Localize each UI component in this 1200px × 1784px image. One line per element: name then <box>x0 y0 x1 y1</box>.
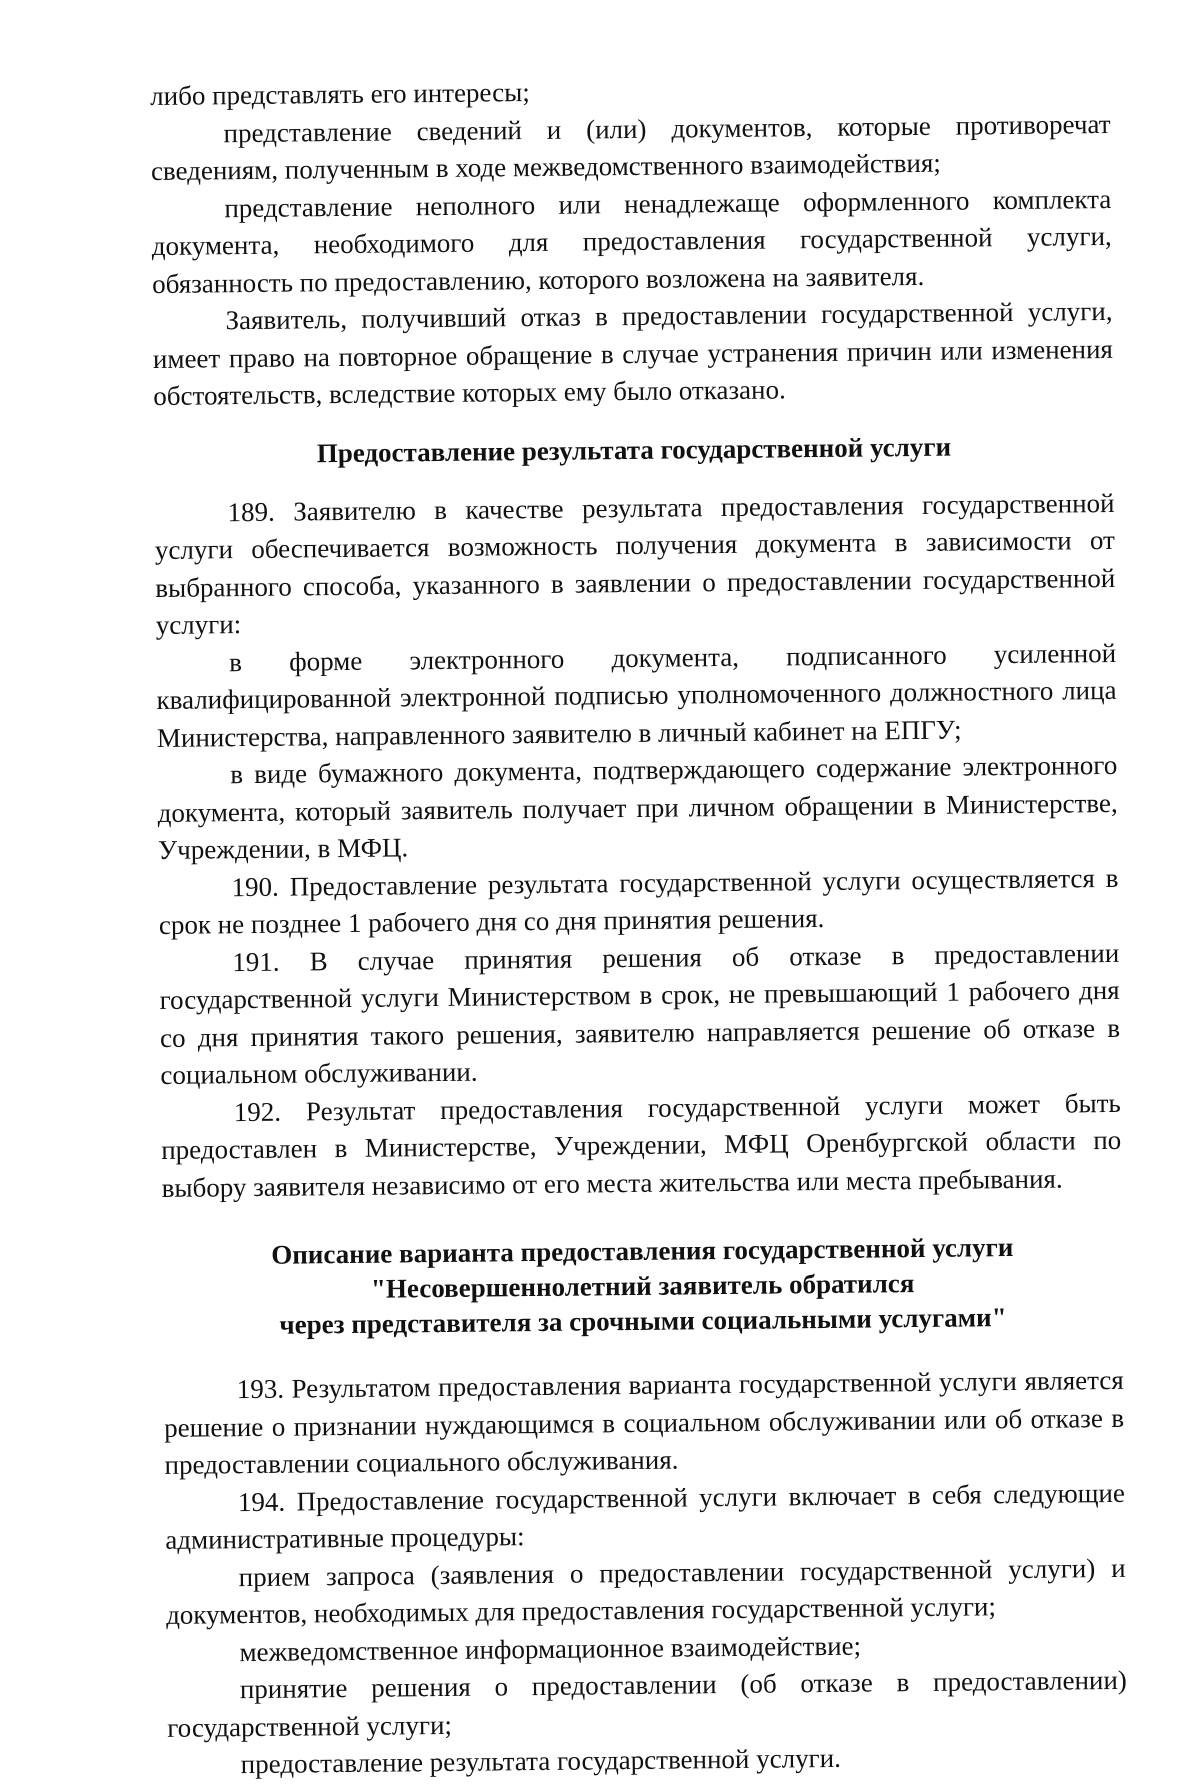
heading-line: Предоставление результата государственной услуги <box>316 431 952 468</box>
paragraph-continuation: либо представлять его интересы; <box>150 77 530 111</box>
heading-line: Описание варианта предоставления государственной услуги <box>271 1232 1014 1270</box>
paragraph-procedure-result: предоставление результата государственной услуги. <box>240 1742 842 1780</box>
paragraph-procedure-request-intake: прием запроса (заявления о предоставлении государственной услуги) и документов, необходимых для предоставления государственной услуги; <box>165 1552 1126 1630</box>
paragraph-item-191: 191. В случае принятия решения об отказе в предоставлении государственной услуги Министерством в срок, не превышающий 1 рабочего дня со дня принятия такого решения, заявителю направляется решение об отказе в социальном обслуживании. <box>159 937 1121 1090</box>
paragraph-procedure-interagency: межведомственное информационное взаимодействие; <box>239 1630 862 1667</box>
paragraph-item-192: 192. Результат предоставления государственной услуги может быть предоставлен в Министерстве, Учреждении, МФЦ Оренбургской области по выбору заявителя независимо от его места жительства или места пребывания. <box>161 1087 1122 1203</box>
paragraph-item-194: 194. Предоставление государственной услуги включает в себя следующие административные процедуры: <box>165 1477 1126 1555</box>
heading-line: через представителя за срочными социальными услугами" <box>279 1302 1007 1340</box>
paragraph-paper-form: в виде бумажного документа, подтверждающего содержание электронного документа, который заявитель получает при личном обращении в Министерстве, Учреждении, в МФЦ. <box>157 749 1118 865</box>
section-heading-variant <box>162 1229 1123 1344</box>
heading-line: "Несовершеннолетний заявитель обратился <box>370 1268 915 1304</box>
paragraph-refusal-reason-incomplete-docs: представление неполного или ненадлежаще оформленного комплекта документа, необходимого для предоставления государственной услуги, обязанность по предоставлению, которого возложена на заявителя. <box>151 183 1112 299</box>
paragraph-repeat-application-right: Заявитель, получивший отказ в предоставлении государственной услуги, имеет право на повторное обращение в случае устранения причин или изменения обстоятельств, вследствие которых ему было отказано. <box>152 295 1114 411</box>
paragraph-item-193: 193. Результатом предоставления варианта государственной услуги является решение о признании нуждающимся в социальном обслуживании или об отказе в предоставлении социального обслуживания. <box>163 1364 1125 1480</box>
document-page <box>150 68 1128 1784</box>
paragraph-item-189: 189. Заявителю в качестве результата предоставления государственной услуги обеспечивается возможность получения документа в зависимости от выбранного способа, указанного в заявлении о предоставлении государственной услуги: <box>154 487 1116 640</box>
paragraph-item-190: 190. Предоставление результата государственной услуги осуществляется в срок не позднее 1 рабочего дня со дня принятия решения. <box>158 862 1119 940</box>
paragraph-refusal-reason-contradictory-info: представление сведений и (или) документов, которые противоречат сведениям, полученным в ходе межведомственного взаимодействия; <box>150 108 1111 186</box>
paragraph-electronic-form: в форме электронного документа, подписанного усиленной квалифицированной электронной подписью уполномоченного должностного лица Министерства, направленного заявителю в личный кабинет на ЕПГУ; <box>156 637 1117 753</box>
paragraph-procedure-decision: принятие решения о предоставлении (об отказе в предоставлении) государственной услуги; <box>167 1664 1127 1743</box>
